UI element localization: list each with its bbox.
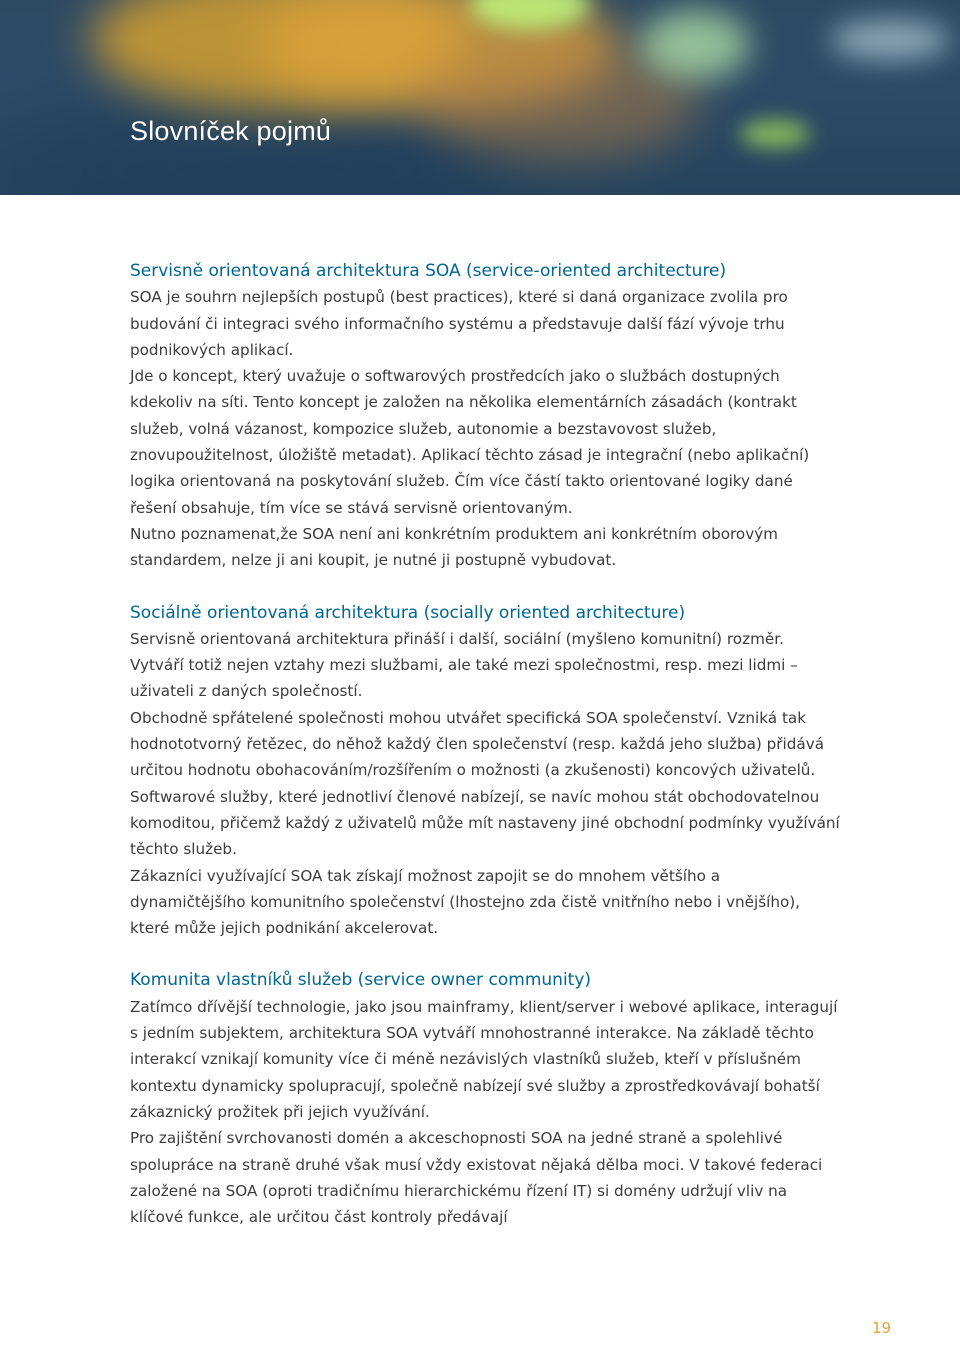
page-number: 19: [872, 1319, 892, 1337]
glossary-content: [130, 258, 840, 1256]
banner-bokeh-shape: [640, 10, 750, 80]
glossary-entry-social-architecture: [130, 600, 840, 942]
paragraph: Obchodně spřátelené společnosti mohou utvářet specifická SOA společenství. Vzniká tak hodnototvorný řetězec, do něhož každý člen společenství (resp. každá jeho služba) přidává určitou hodnotu obohacováním/rozšířením o možnosti (a zkušenosti) koncových uživatelů. Softwarové služby, které jednotliví členové nabízejí, se navíc mohou stát obchodovatelnou komoditou, přičemž každý z uživatelů může mít nastaveny jiné obchodní podmínky využívání těchto služeb.: [130, 708, 840, 859]
banner-bokeh-shape: [830, 20, 950, 60]
glossary-entry-service-owner-community: [130, 967, 840, 1230]
glossary-entry-soa: [130, 258, 840, 574]
paragraph: Nutno poznamenat,že SOA není ani konkrétním produktem ani konkrétním oborovým standardem, nelze ji ani koupit, je nutné ji postupně vybudovat.: [130, 524, 778, 570]
section-heading: Komunita vlastníků služeb (service owner community): [130, 970, 592, 991]
paragraph: Servisně orientovaná architektura přináší i další, sociální (myšleno komunitní) rozměr. Vytváří totiž nejen vztahy mezi službami, ale také mezi společnostmi, resp. mezi lidmi – uživateli z daných společností.: [130, 629, 798, 701]
section-heading: Servisně orientovaná architektura SOA (service-oriented architecture): [130, 261, 727, 281]
banner-bokeh-shape: [740, 120, 810, 148]
header-banner-image: [0, 0, 960, 195]
paragraph: Jde o koncept, který uvažuje o softwarových prostředcích jako o službách dostupných kdekoliv na síti. Tento koncept je založen na několika elementárních zásadách (kontrakt služeb, volná vázanost, kompozice služeb, autonomie a bezstavovost služeb, znovupoužitelnost, úložiště metadat). Aplikací těchto zásad je integrační (nebo aplikační) logika orientovaná na poskytování služeb. Čím více částí takto orientované logiky dané řešení obsahuje, tím více se stává servisně orientovaným.: [130, 367, 810, 517]
paragraph: Zatímco dřívější technologie, jako jsou mainframy, klient/server i webové aplikace, interagují s jedním subjektem, architektura SOA vytváří mnohostranné interakce. Na základě těchto interakcí vznikají komunity více či méně nezávislých vlastníků služeb, kteří v příslušném kontextu dynamicky spolupracují, společně nabízejí své služby a zprostředkovávají bohatší zákaznický prožitek při jejich využívání.: [130, 997, 838, 1121]
page-title: Slovníček pojmů: [130, 116, 332, 146]
paragraph: Pro zajištění svrchovanosti domén a akceschopnosti SOA na jedné straně a spolehlivé spolupráce na straně druhé však musí vždy existovat nějaká dělba moci. V takové federaci založené na SOA (oproti tradičnímu hierarchickému řízení IT) si domény udržují vliv na klíčové funkce, ale určitou část kontroly předávají: [130, 1129, 823, 1227]
paragraph: Zákazníci využívající SOA tak získají možnost zapojit se do mnohem většího a dynamičtějšího komunitního společenství (lhostejno zda čistě vnitřního nebo i vnějšího), které může jejich podnikání akcelerovat.: [130, 866, 801, 938]
section-heading: Sociálně orientovaná architektura (socially oriented architecture): [130, 602, 686, 623]
paragraph: SOA je souhrn nejlepších postupů (best practices), které si daná organizace zvolila pro budování či integraci svého informačního systému a představuje další fází vývoje trhu podnikových aplikací.: [130, 288, 788, 359]
